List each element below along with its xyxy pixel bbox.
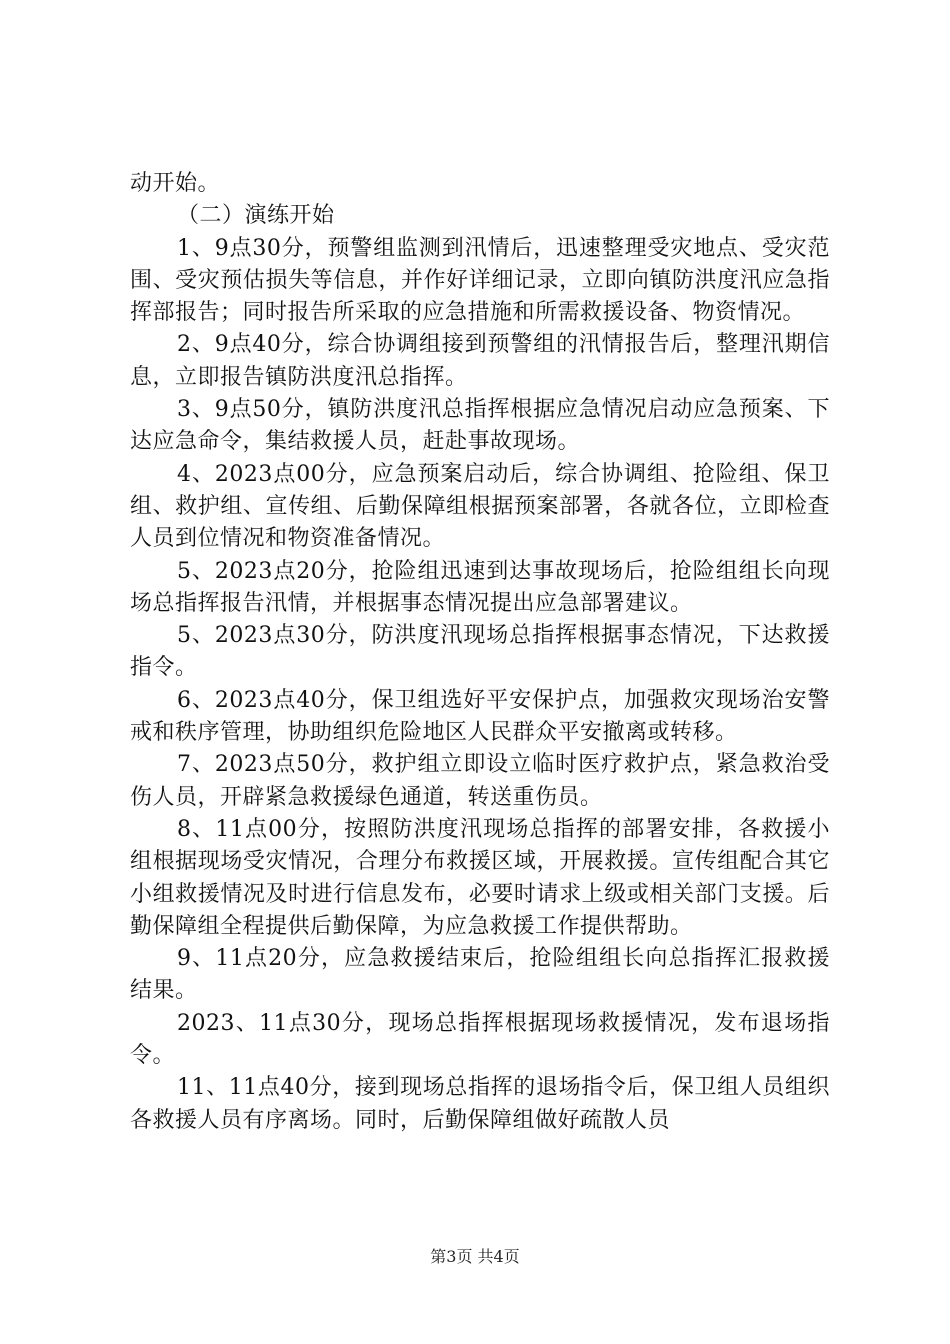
paragraph-continuation: 动开始。 — [130, 171, 221, 196]
paragraph-item-5a: 5、2023点20分，抢险组迅速到达事故现场后，抢险组组长向现场总指挥报告汛情，并根据事态情况提出应急部署建议。 — [130, 558, 830, 616]
paragraph-item-11: 11、11点40分，接到现场总指挥的退场指令后，保卫组人员组织各救援人员有序离场。同时，后勤保障组做好疏散人员 — [130, 1075, 830, 1133]
paragraph-item-4: 4、2023点00分，应急预案启动后，综合协调组、抢险组、保卫组、救护组、宣传组、后勤保障组根据预案部署，各就各位，立即检查人员到位情况和物资准备情况。 — [130, 461, 830, 552]
paragraph-item-5b: 5、2023点30分，防洪度汛现场总指挥根据事态情况，下达救援指令。 — [130, 623, 830, 681]
paragraph-item-3: 3、9点50分，镇防洪度汛总指挥根据应急情况启动应急预案、下达应急命令，集结救援人员，赶赴事故现场。 — [130, 397, 830, 455]
paragraph-item-6: 6、2023点40分，保卫组选好平安保护点，加强救灾现场治安警戒和秩序管理，协助组织危险地区人民群众平安撤离或转移。 — [130, 687, 830, 746]
paragraph-item-8: 8、11点00分，按照防洪度汛现场总指挥的部署安排，各救援小组根据现场受灾情况，合理分布救援区域，开展救援。宣传组配合其它小组救援情况及时进行信息发布，必要时请求上级或相关部门支援。后勤保障组全程提供后勤保障，为应急救援工作提供帮助。 — [130, 816, 830, 939]
section-heading: （二）演练开始 — [177, 203, 335, 229]
paragraph-item-10: 2023、11点30分，现场总指挥根据现场救援情况，发布退场指令。 — [130, 1010, 830, 1069]
paragraph-item-1: 1、9点30分，预警组监测到汛情后，迅速整理受灾地点、受灾范围、受灾预估损失等信息，并作好详细记录，立即向镇防洪度汛应急指挥部报告；同时报告所采取的应急措施和所需救援设备、物资情况。 — [130, 235, 830, 326]
document-body — [130, 168, 830, 1137]
paragraph-item-2: 2、9点40分，综合协调组接到预警组的汛情报告后，整理汛期信息，立即报告镇防洪度汛总指挥。 — [130, 332, 830, 390]
paragraph-item-9: 9、11点20分，应急救援结束后，抢险组组长向总指挥汇报救援结果。 — [130, 946, 830, 1004]
page-number-footer: 第3页 共4页 — [430, 1247, 520, 1266]
paragraph-item-7: 7、2023点50分，救护组立即设立临时医疗救护点，紧急救治受伤人员，开辟紧急救援绿色通道，转送重伤员。 — [130, 752, 830, 810]
